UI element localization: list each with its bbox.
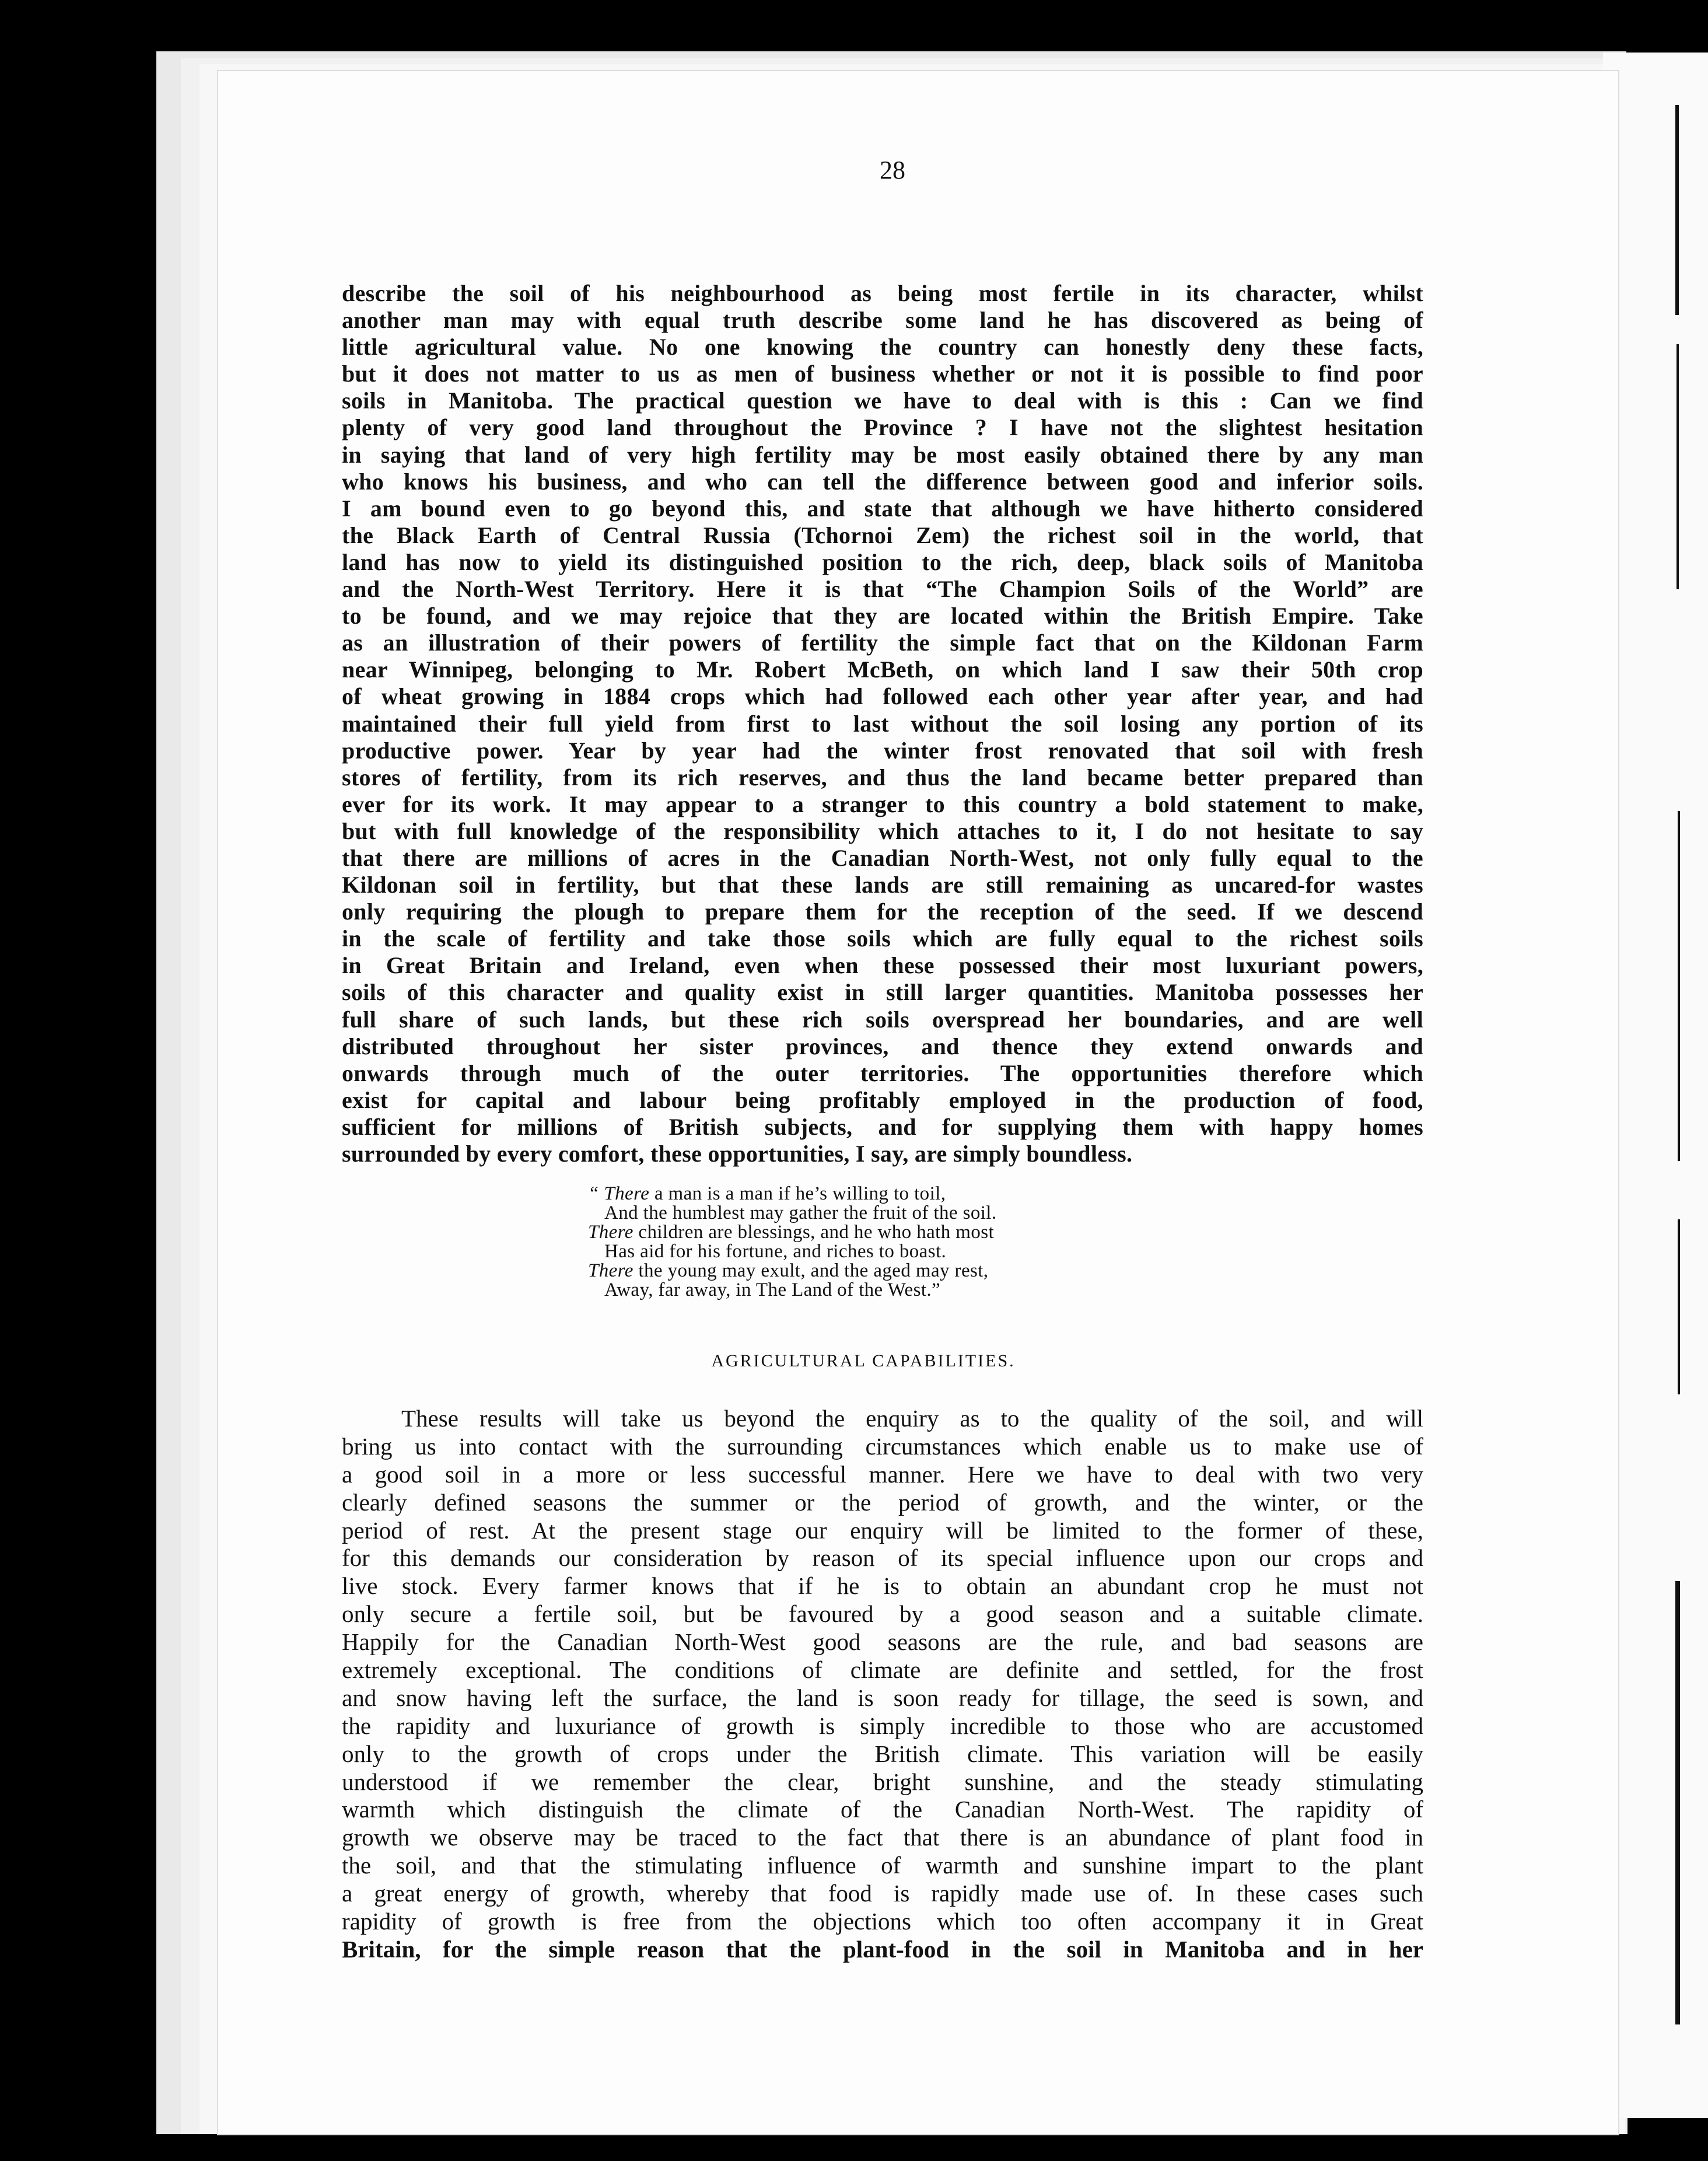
page-number: 28	[880, 156, 905, 184]
text-line: soils in Manitoba. The practical question we have to deal with is this : Can we find	[342, 387, 1423, 414]
text-line: only secure a fertile soil, but be favoured by a good season and a suitable climate.	[342, 1600, 1423, 1628]
text-line: a great energy of growth, whereby that food is rapidly made use of. In these cases such	[342, 1880, 1423, 1907]
text-line: sufficient for millions of British subjects, and for supplying them with happy homes	[342, 1113, 1423, 1140]
text-line: plenty of very good land throughout the Province ? I have not the slightest hesitation	[342, 414, 1423, 441]
poem-line-emphasis: There	[588, 1222, 634, 1243]
text-line: and snow having left the surface, the land is soon ready for tillage, the seed is sown, and	[342, 1684, 1423, 1711]
poem-line	[588, 1242, 997, 1261]
text-line: stores of fertility, from its rich reserves, and thus the land became better prepared than	[342, 764, 1423, 791]
text-line: full share of such lands, but these rich soils overspread her boundaries, and are well	[342, 1006, 1423, 1033]
text-line: understood if we remember the clear, bright sunshine, and the steady stimulating	[342, 1768, 1423, 1795]
text-line: in Great Britain and Ireland, even when these possessed their most luxuriant powers,	[342, 952, 1423, 979]
text-line: who knows his business, and who can tell the difference between good and inferior soils.	[342, 468, 1423, 495]
page-edge-mark	[1675, 1581, 1680, 2024]
text-line: onwards through much of the outer territories. The opportunities therefore which	[342, 1059, 1423, 1086]
text-line: of wheat growing in 1884 crops which had followed each other year after year, and had	[342, 683, 1423, 710]
page-edge-mark	[1678, 1219, 1680, 1394]
text-line: I am bound even to go beyond this, and state that although we have hitherto considered	[342, 495, 1423, 522]
text-line: clearly defined seasons the summer or the period of growth, and the winter, or the	[342, 1488, 1423, 1516]
poem-line	[588, 1281, 997, 1300]
text-line: that there are millions of acres in the Canadian North-West, not only fully equal to the	[342, 844, 1423, 871]
poem-line	[588, 1204, 997, 1223]
poem-line-emphasis: “ There	[588, 1183, 650, 1204]
paragraph-soil-fertility	[342, 280, 1423, 1167]
poem-line-text: Away, far away, in The Land of the West.”	[604, 1279, 941, 1300]
page-edge-mark	[1675, 105, 1679, 315]
text-line: These results will take us beyond the enquiry as to the quality of the soil, and will	[401, 1405, 1423, 1432]
text-line: productive power. Year by year had the winter frost renovated that soil with fresh	[342, 737, 1423, 764]
text-line: rapidity of growth is free from the objections which too often accompany it in Great	[342, 1908, 1423, 1935]
text-line: for this demands our consideration by reason of its special influence upon our crops and	[342, 1544, 1423, 1572]
text-line: the Black Earth of Central Russia (Tchornoi Zem) the richest soil in the world, that	[342, 522, 1423, 548]
poem-line	[588, 1261, 997, 1281]
text-line: distributed throughout her sister provinces, and thence they extend onwards and	[342, 1033, 1423, 1059]
text-line: a good soil in a more or less successful manner. Here we have to deal with two very	[342, 1460, 1423, 1488]
text-line: ever for its work. It may appear to a stranger to this country a bold statement to make,	[342, 791, 1423, 817]
page-edge-mark	[1678, 811, 1680, 1161]
text-line: Kildonan soil in fertility, but that these lands are still remaining as uncared-for wastes	[342, 872, 1423, 898]
poem-line-text: children are blessings, and he who hath most	[633, 1222, 995, 1243]
text-line: but it does not matter to us as men of business whether or not it is possible to find poor	[342, 361, 1423, 387]
text-line: live stock. Every farmer knows that if he is to obtain an abundant crop he must not	[342, 1572, 1423, 1600]
text-line: describe the soil of his neighbourhood as being most fertile in its character, whilst	[342, 280, 1423, 306]
poem-line-text: a man is a man if he’s willing to toil,	[649, 1183, 946, 1204]
poem-line	[588, 1223, 997, 1242]
text-line: another man may with equal truth describe some land he has discovered as being of	[342, 307, 1423, 334]
text-line: maintained their full yield from first to last without the soil losing any portion of its	[342, 710, 1423, 737]
poem-line	[588, 1184, 997, 1204]
quoted-poem	[588, 1184, 997, 1300]
text-line: extremely exceptional. The conditions of climate are definite and settled, for the frost	[342, 1656, 1423, 1684]
text-line: surrounded by every comfort, these opportunities, I say, are simply boundless.	[342, 1141, 1133, 1167]
text-line: warmth which distinguish the climate of the Canadian North-West. The rapidity of	[342, 1796, 1423, 1823]
text-line: only requiring the plough to prepare them for the reception of the seed. If we descend	[342, 898, 1423, 925]
text-line: soils of this character and quality exist in still larger quantities. Manitoba possesses her	[342, 979, 1423, 1006]
page-edge-mark	[1676, 344, 1679, 589]
text-line: in saying that land of very high fertility may be most easily obtained there by any man	[342, 441, 1423, 468]
poem-line-emphasis: There	[588, 1260, 634, 1281]
text-line: and the North-West Territory. Here it is that “The Champion Soils of the World” are	[342, 576, 1423, 603]
text-line: as an illustration of their powers of fertility the simple fact that on the Kildonan Farm	[342, 630, 1423, 656]
text-line: Happily for the Canadian North-West good seasons are the rule, and bad seasons are	[342, 1628, 1423, 1656]
paragraph-agricultural-capabilities	[342, 1405, 1423, 1964]
text-line: only to the growth of crops under the British climate. This variation will be easily	[342, 1740, 1423, 1767]
text-line: exist for capital and labour being profitably employed in the production of food,	[342, 1086, 1423, 1113]
text-line: period of rest. At the present stage our enquiry will be limited to the former of these,	[342, 1516, 1423, 1544]
text-line: bring us into contact with the surrounding circumstances which enable us to make use of	[342, 1432, 1423, 1460]
text-line: growth we observe may be traced to the fact that there is an abundance of plant food in	[342, 1824, 1423, 1851]
text-line: Britain, for the simple reason that the plant-food in the soil in Manitoba and in her	[342, 1935, 1423, 1963]
text-line: the rapidity and luxuriance of growth is simply incredible to those who are accustomed	[342, 1712, 1423, 1739]
text-line: land has now to yield its distinguished position to the rich, deep, black soils of Manitoba	[342, 548, 1423, 575]
text-line: in the scale of fertility and take those soils which are fully equal to the richest soils	[342, 925, 1423, 952]
text-line: but with full knowledge of the responsibility which attaches to it, I do not hesitate to say	[342, 817, 1423, 844]
section-heading: AGRICULTURAL CAPABILITIES.	[711, 1351, 1016, 1370]
text-line: the soil, and that the stimulating influence of warmth and sunshine impart to the plant	[342, 1852, 1423, 1879]
poem-line-text: the young may exult, and the aged may rest,	[633, 1260, 989, 1281]
text-line: near Winnipeg, belonging to Mr. Robert McBeth, on which land I saw their 50th crop	[342, 656, 1423, 683]
poem-line-text: And the humblest may gather the fruit of the soil.	[604, 1202, 997, 1223]
text-line: little agricultural value. No one knowing the country can honestly deny these facts,	[342, 334, 1423, 361]
text-line: to be found, and we may rejoice that they are located within the British Empire. Take	[342, 603, 1423, 630]
poem-line-text: Has aid for his fortune, and riches to boast.	[604, 1241, 947, 1262]
